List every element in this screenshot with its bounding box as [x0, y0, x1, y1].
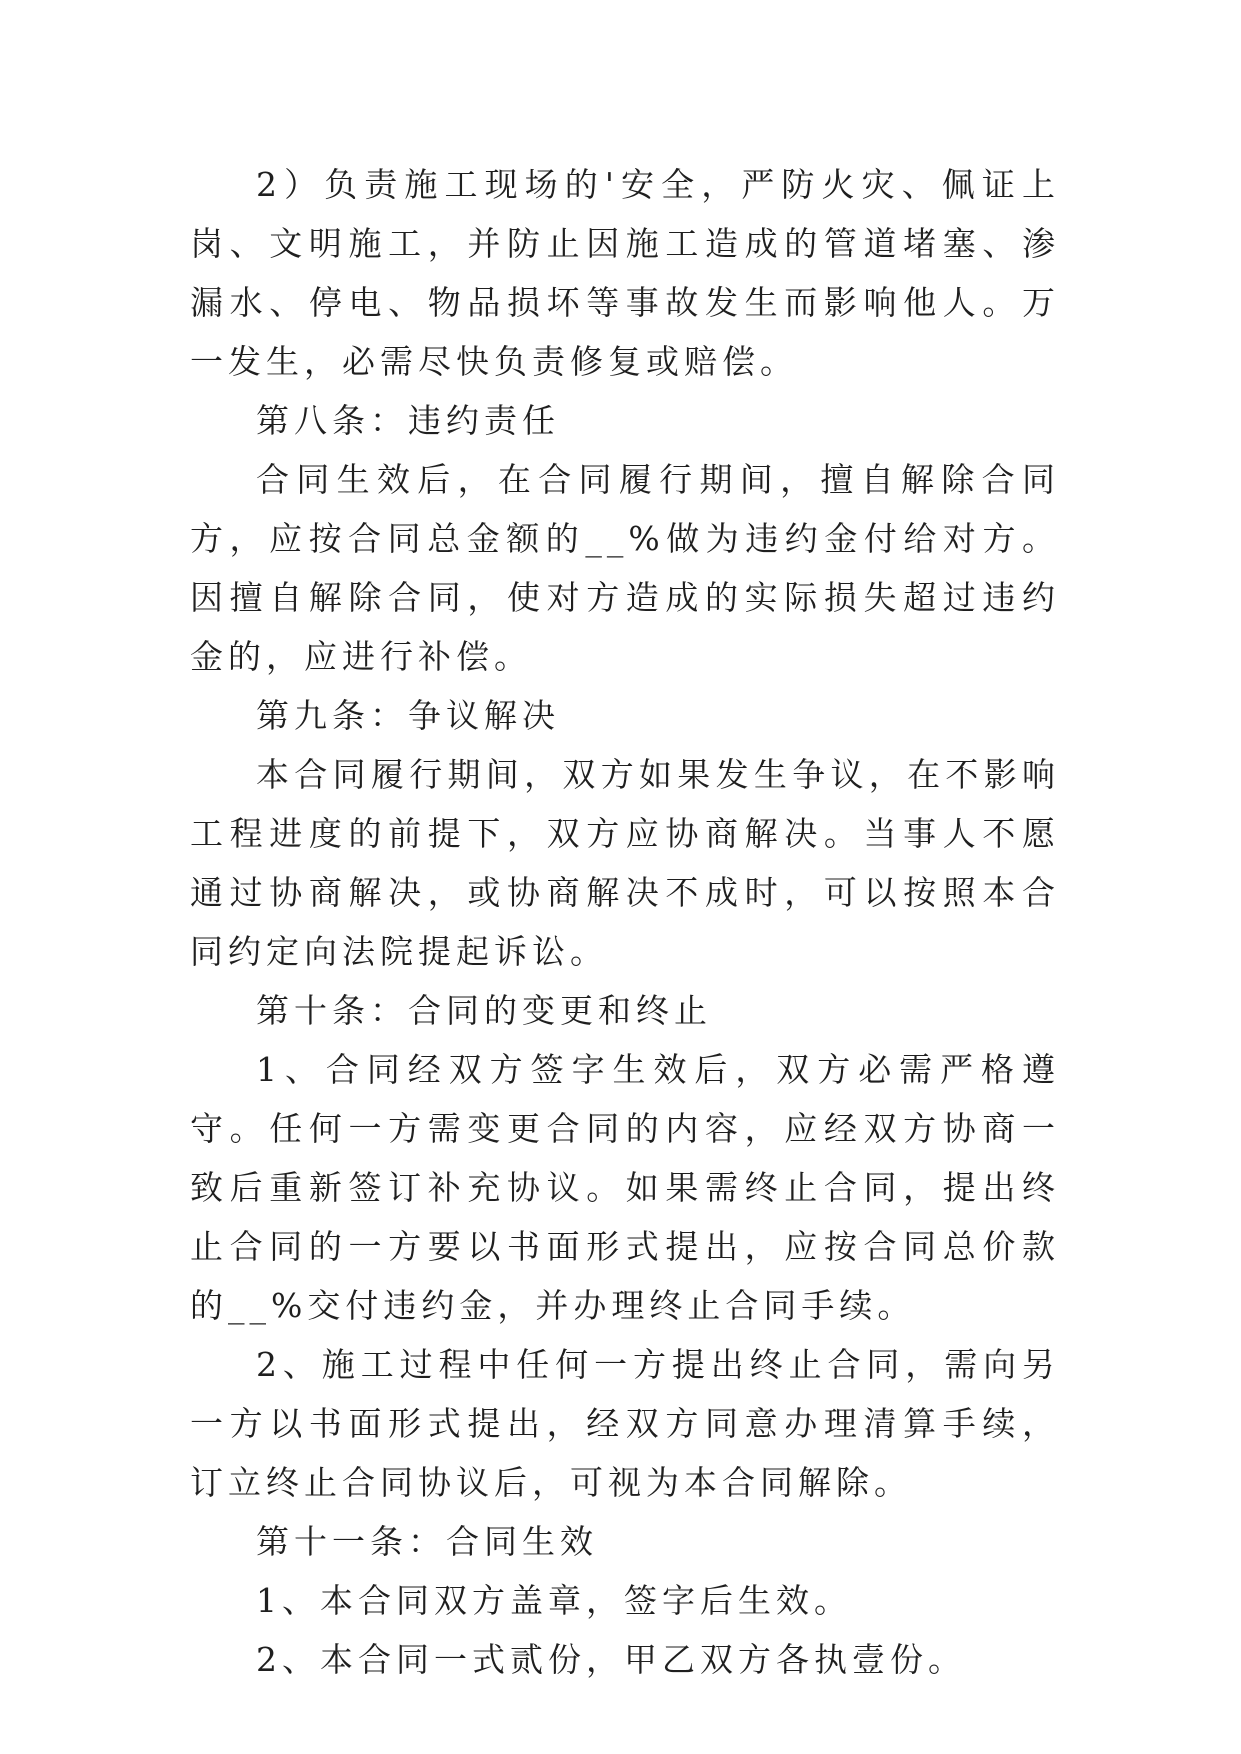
- paragraph-dispute-resolution: 本合同履行期间，双方如果发生争议，在不影响工程进度的前提下，双方应协商解决。当事人不愿通过协商解决，或协商解决不成时，可以按照本合同约定向法院提起诉讼。: [190, 755, 1060, 971]
- heading-article-9-dispute-resolution: 第九条：争议解决: [256, 696, 560, 735]
- paragraph-effectiveness-1: 1、本合同双方盖章，签字后生效。: [256, 1581, 852, 1620]
- paragraph-breach-liability: 合同生效后，在合同履行期间，擅自解除合同方，应按合同总金额的__%做为违约金付给对方。因擅自解除合同，使对方造成的实际损失超过违约金的，应进行补偿。: [190, 460, 1060, 676]
- paragraph-change-termination-1: 1、合同经双方签字生效后，双方必需严格遵守。任何一方需变更合同的内容，应经双方协商一致后重新签订补充协议。如果需终止合同，提出终止合同的一方要以书面形式提出，应按合同总价款的__%交付违约金，并办理终止合同手续。: [190, 1050, 1060, 1325]
- paragraph-safety-responsibility: 2）负责施工现场的'安全，严防火灾、佩证上岗、文明施工，并防止因施工造成的管道堵塞、渗漏水、停电、物品损坏等事故发生而影响他人。万一发生，必需尽快负责修复或赔偿。: [190, 165, 1060, 381]
- heading-article-10-change-termination: 第十条：合同的变更和终止: [256, 991, 712, 1030]
- paragraph-change-termination-2: 2、施工过程中任何一方提出终止合同，需向另一方以书面形式提出，经双方同意办理清算手续，订立终止合同协议后，可视为本合同解除。: [190, 1345, 1060, 1502]
- paragraph-effectiveness-2: 2、本合同一式贰份，甲乙双方各执壹份。: [256, 1640, 966, 1679]
- heading-article-8-breach-liability: 第八条：违约责任: [256, 401, 560, 440]
- heading-article-11-effectiveness: 第十一条：合同生效: [256, 1522, 598, 1561]
- document-body: [190, 155, 1060, 1689]
